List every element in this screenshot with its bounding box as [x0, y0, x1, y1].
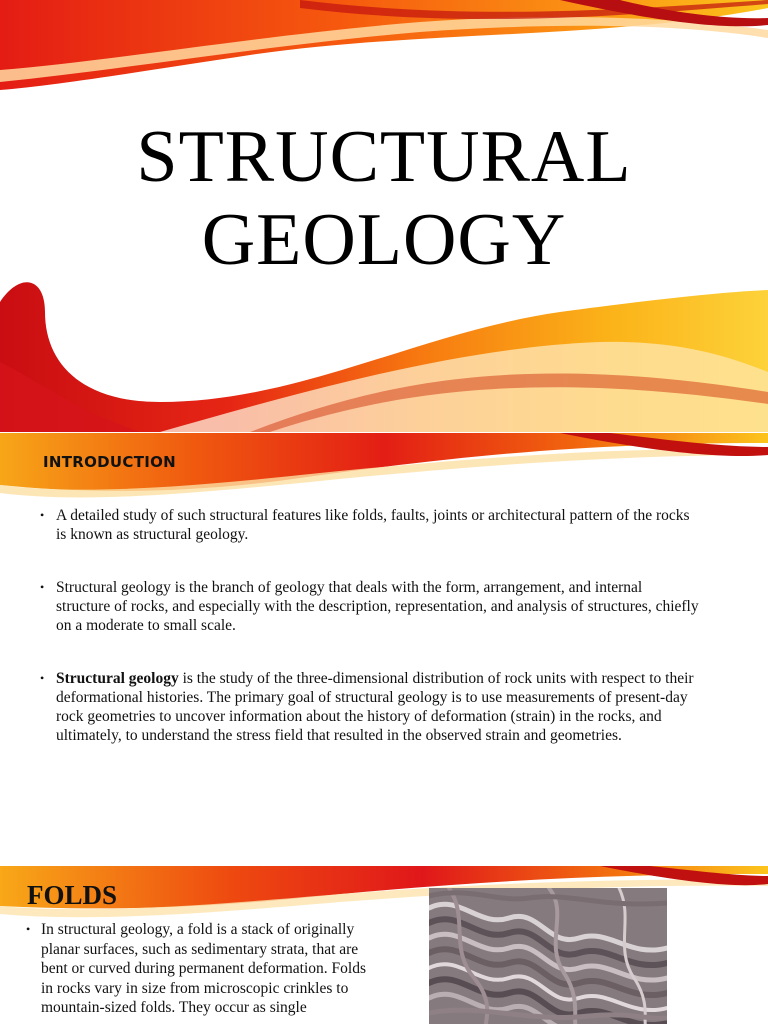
- section-heading: INTRODUCTION: [43, 453, 177, 471]
- folds-slide: [0, 866, 768, 1024]
- bullet-icon: •: [40, 580, 45, 594]
- top-swoosh-decoration: [0, 0, 768, 100]
- slide-title-line2: GEOLOGY: [201, 199, 567, 281]
- slide-title-line1: STRUCTURAL: [136, 116, 632, 198]
- bullet-text: A detailed study of such structural features like folds, faults, joints or architectural pattern of the rocks is known as structural geology.: [56, 507, 690, 543]
- bullet-text: Structural geology is the branch of geology that deals with the form, arrangement, and internal structure of rocks, and especially with the description, representation, and analysis of structures, chiefly on a moderate to small scale.: [56, 579, 699, 634]
- bullet-item: [40, 506, 700, 544]
- folded-rock-photo: [429, 888, 667, 1024]
- bullet-text: is the study of the three-dimensional distribution of rock units with respect to their deformational histories. The primary goal of structural geology is to use measurements of present-day rock geometries to uncover information about the history of deformation (strain) in the rocks, and ultimately, to understand the stress field that resulted in the observed strain and geometries.: [56, 670, 694, 744]
- section-heading: FOLDS: [27, 880, 118, 910]
- bullet-bold-term: Structural geology: [56, 670, 179, 687]
- bullet-icon: •: [40, 671, 45, 685]
- bullet-item: [26, 920, 371, 1018]
- folded-rock-strata-image: [429, 888, 667, 1024]
- bullet-text: In structural geology, a fold is a stack of originally planar surfaces, such as sedimentary strata, that are bent or curved during permanent deformation. Folds in rocks vary in size from microscopic crinkles to mountain-sized folds. They occur as single: [41, 921, 366, 1016]
- bottom-swoosh-decoration: [0, 272, 768, 432]
- title-slide: [0, 0, 768, 432]
- intro-bullet-list: [40, 506, 700, 779]
- folds-bullet-list: [26, 920, 371, 1018]
- bullet-icon: •: [40, 508, 45, 522]
- introduction-slide: [0, 433, 768, 865]
- bullet-icon: •: [26, 922, 31, 936]
- bullet-item: [40, 578, 700, 635]
- bullet-item: [40, 669, 700, 745]
